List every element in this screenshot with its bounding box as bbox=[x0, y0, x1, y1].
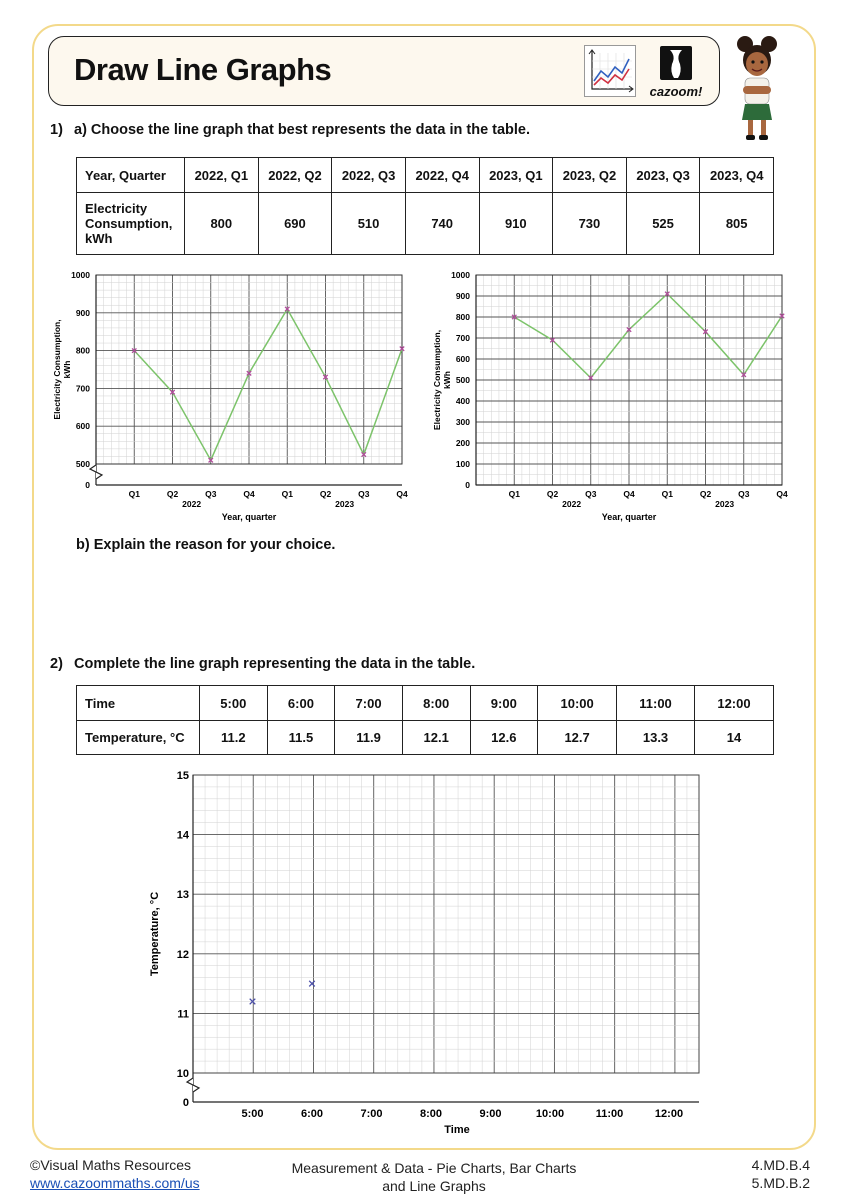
q1-value-cell: 510 bbox=[332, 193, 406, 255]
q2-col-header: 5:00 bbox=[200, 686, 268, 721]
q1-col-header: 2023, Q2 bbox=[553, 158, 627, 193]
q2-value-cell: 13.3 bbox=[617, 721, 695, 755]
axis-break-mark bbox=[90, 465, 102, 479]
q1-col-header: 2022, Q1 bbox=[185, 158, 259, 193]
data-line bbox=[134, 309, 402, 460]
y-tick-label: 100 bbox=[455, 459, 470, 469]
y-zero-label: 0 bbox=[85, 480, 90, 490]
y-tick-label: 0 bbox=[465, 480, 470, 490]
q1-row-label bbox=[77, 193, 185, 255]
q2-col-header: 9:00 bbox=[470, 686, 538, 721]
x-tick-label: Q1 bbox=[508, 489, 520, 499]
q2-value-cell: 12.7 bbox=[538, 721, 617, 755]
x-tick-label: Q4 bbox=[623, 489, 635, 499]
q1-value-cell: 730 bbox=[553, 193, 627, 255]
x-group-label: 2022 bbox=[562, 499, 582, 509]
y-axis-title: Electricity Consumption,kWh bbox=[52, 319, 72, 420]
q1-header-label: Year, Quarter bbox=[77, 158, 185, 193]
q1-table-value-row bbox=[77, 193, 774, 255]
y-axis-title: Temperature, °C bbox=[149, 891, 161, 977]
x-tick-label: Q4 bbox=[396, 489, 408, 499]
q1-col-header: 2023, Q1 bbox=[479, 158, 553, 193]
y-tick-label: 500 bbox=[455, 375, 470, 385]
x-tick-label: Q4 bbox=[243, 489, 255, 499]
x-axis-title: Year, quarter bbox=[221, 512, 277, 522]
x-tick-label: 5:00 bbox=[241, 1108, 264, 1120]
q2-value-cell: 11.2 bbox=[200, 721, 268, 755]
y-tick-label: 700 bbox=[455, 333, 470, 343]
q1-value-cell: 525 bbox=[626, 193, 700, 255]
x-tick-label: 8:00 bbox=[419, 1108, 443, 1120]
x-group-label: 2023 bbox=[715, 499, 735, 509]
y-tick-label: 10 bbox=[176, 1068, 189, 1080]
x-tick-label: Q2 bbox=[546, 489, 559, 499]
q1-number: 1) bbox=[50, 122, 63, 138]
q1-col-header: 2022, Q4 bbox=[405, 158, 479, 193]
x-axis-title: Year, quarter bbox=[601, 512, 657, 522]
y-tick-label: 1000 bbox=[451, 270, 470, 280]
axis-break-mark bbox=[187, 1078, 199, 1092]
x-tick-label: Q2 bbox=[319, 489, 332, 499]
y-tick-label: 1000 bbox=[71, 270, 90, 280]
cazoom-logo bbox=[646, 44, 706, 100]
x-tick-label: Q1 bbox=[128, 489, 140, 499]
q2-col-header: 12:00 bbox=[694, 686, 773, 721]
q1-col-header: 2022, Q2 bbox=[258, 158, 332, 193]
q2-text: Complete the line graph representing the data in the table. bbox=[74, 656, 476, 672]
x-tick-label: Q3 bbox=[358, 489, 370, 499]
x-axis-title: Time bbox=[444, 1124, 470, 1136]
x-group-label: 2022 bbox=[182, 499, 202, 509]
footer-topic-line: and Line Graphs bbox=[382, 1178, 486, 1194]
y-tick-label: 600 bbox=[455, 354, 470, 364]
q1-value-cell: 740 bbox=[405, 193, 479, 255]
line-graph-a bbox=[40, 266, 420, 526]
temperature-graph bbox=[140, 764, 720, 1148]
q2-header-label: Time bbox=[77, 686, 200, 721]
x-tick-label: Q2 bbox=[699, 489, 712, 499]
student-character-icon bbox=[735, 34, 779, 144]
q2-number: 2) bbox=[50, 656, 63, 672]
x-tick-label: 9:00 bbox=[479, 1108, 502, 1120]
x-tick-label: 11:00 bbox=[595, 1108, 624, 1120]
x-tick-label: Q3 bbox=[205, 489, 217, 499]
y-tick-label: 300 bbox=[455, 417, 470, 427]
q1-part-b-text: b) Explain the reason for your choice. bbox=[76, 537, 336, 553]
y-tick-label: 13 bbox=[176, 889, 189, 902]
website-link[interactable]: www.cazoommaths.com/us bbox=[30, 1175, 200, 1191]
data-point-marker bbox=[309, 981, 315, 987]
x-tick-label: Q1 bbox=[661, 489, 673, 499]
footer-topic-line: Measurement & Data - Pie Charts, Bar Charts bbox=[291, 1160, 577, 1176]
x-group-label: 2023 bbox=[335, 499, 355, 509]
y-tick-label: 800 bbox=[455, 312, 470, 322]
x-tick-label: Q4 bbox=[776, 489, 788, 499]
q1-data-table bbox=[76, 157, 774, 255]
y-tick-label: 900 bbox=[75, 307, 90, 318]
y-tick-label: 400 bbox=[455, 396, 470, 406]
q2-data-table bbox=[76, 685, 774, 755]
logo-text: cazoom! bbox=[649, 84, 703, 99]
page-title: Draw Line Graphs bbox=[74, 52, 332, 87]
q1-row-label-line: kWh bbox=[85, 231, 113, 246]
q1-part-a-text: a) Choose the line graph that best represents the data in the table. bbox=[74, 122, 531, 138]
y-tick-label: 700 bbox=[75, 383, 90, 394]
q2-row-label: Temperature, °C bbox=[77, 721, 200, 755]
x-tick-label: 7:00 bbox=[360, 1108, 383, 1120]
q1-row-label-line: Electricity bbox=[85, 201, 148, 216]
line-graph-logo-icon bbox=[584, 45, 636, 97]
x-tick-label: Q3 bbox=[585, 489, 597, 499]
y-axis-title: Electricity Consumption,kWh bbox=[432, 329, 452, 431]
q1-value-cell: 910 bbox=[479, 193, 553, 255]
y-tick-label: 14 bbox=[176, 829, 189, 842]
footer-standard: 4.MD.B.4 bbox=[751, 1157, 810, 1173]
q2-table-header-row bbox=[77, 686, 774, 721]
footer-standard: 5.MD.B.2 bbox=[751, 1175, 810, 1191]
q2-value-cell: 11.9 bbox=[335, 721, 403, 755]
q1-value-cell: 800 bbox=[185, 193, 259, 255]
q2-table-value-row bbox=[77, 721, 774, 755]
q2-col-header: 11:00 bbox=[617, 686, 695, 721]
q1-value-cell: 690 bbox=[258, 193, 332, 255]
line-graph-b bbox=[420, 266, 800, 526]
y-tick-label: 15 bbox=[176, 770, 189, 782]
q1-col-header: 2023, Q4 bbox=[700, 158, 774, 193]
y-tick-label: 11 bbox=[177, 1008, 189, 1021]
x-tick-label: 10:00 bbox=[535, 1108, 565, 1120]
y-tick-label: 500 bbox=[75, 459, 90, 469]
footer-topic bbox=[264, 1159, 604, 1195]
y-tick-label: 12 bbox=[176, 948, 189, 961]
q2-value-cell: 14 bbox=[694, 721, 773, 755]
q2-value-cell: 12.6 bbox=[470, 721, 538, 755]
x-tick-label: Q1 bbox=[281, 489, 293, 499]
q1-value-cell: 805 bbox=[700, 193, 774, 255]
footer-website-link[interactable] bbox=[30, 1175, 200, 1191]
y-tick-label: 200 bbox=[455, 438, 470, 448]
q2-col-header: 6:00 bbox=[267, 686, 335, 721]
y-tick-label: 900 bbox=[455, 291, 470, 301]
q2-col-header: 10:00 bbox=[538, 686, 617, 721]
y-zero-label: 0 bbox=[182, 1097, 189, 1109]
q2-value-cell: 12.1 bbox=[402, 721, 470, 755]
x-tick-label: 6:00 bbox=[300, 1108, 324, 1120]
q1-col-header: 2022, Q3 bbox=[332, 158, 406, 193]
y-tick-label: 600 bbox=[75, 421, 90, 432]
q2-col-header: 7:00 bbox=[335, 686, 403, 721]
x-tick-label: 12:00 bbox=[654, 1108, 684, 1120]
y-tick-label: 800 bbox=[75, 345, 90, 356]
q2-value-cell: 11.5 bbox=[267, 721, 335, 755]
q1-col-header: 2023, Q3 bbox=[626, 158, 700, 193]
x-tick-label: Q3 bbox=[738, 489, 750, 499]
q2-col-header: 8:00 bbox=[402, 686, 470, 721]
q1-table-header-row bbox=[77, 158, 774, 193]
footer-copyright: ©Visual Maths Resources bbox=[30, 1157, 192, 1173]
q1-row-label-line: Consumption, bbox=[85, 216, 173, 231]
x-tick-label: Q2 bbox=[166, 489, 179, 499]
